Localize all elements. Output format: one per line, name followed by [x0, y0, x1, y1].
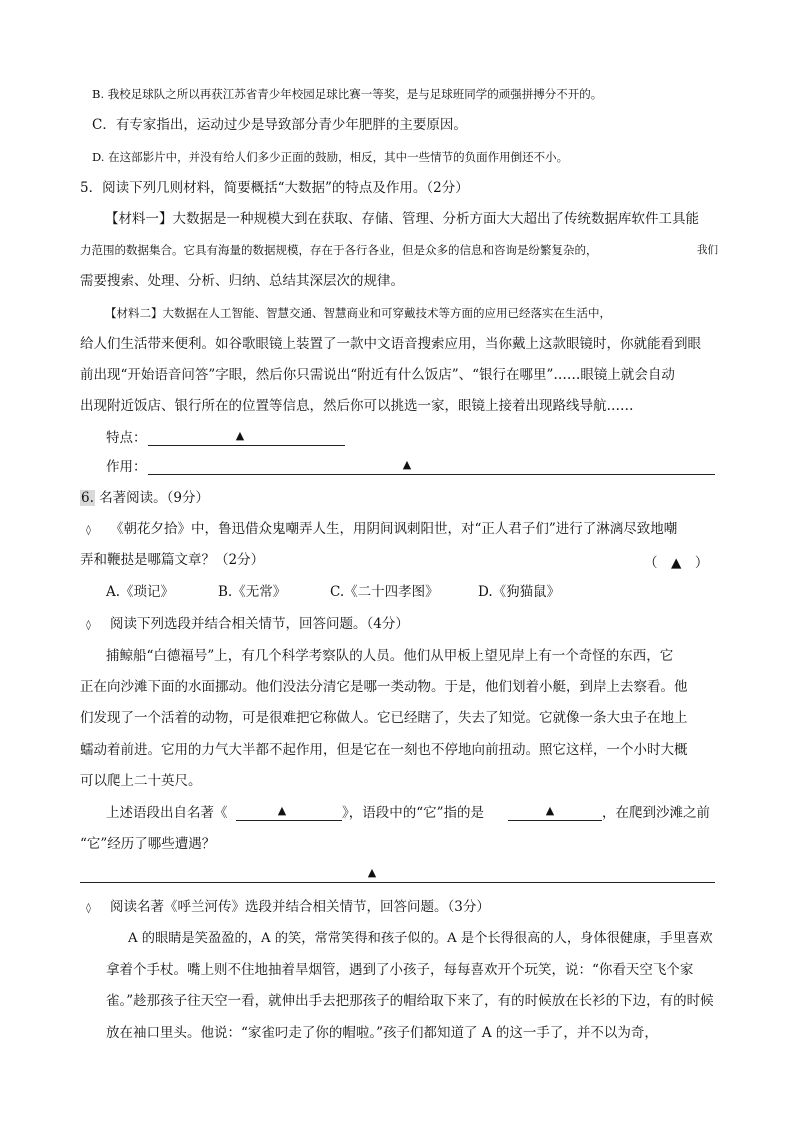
q5-prompt: 5．阅读下列几则材料，简要概括“大数据”的特点及作用。（2分）	[80, 180, 469, 196]
q6-sub2-it-mark: ▲	[545, 804, 555, 817]
q6-sub2-answer-line[interactable]	[80, 882, 715, 883]
q6-sub1-option-c: C.《二十四孝图》	[330, 584, 439, 600]
q5-use-label: 作用：	[106, 459, 147, 475]
q6-sub1-answer-blank[interactable]: （ ▲ ）	[644, 555, 709, 571]
q5-material2-line1: 【材料二】大数据在人工智能、智慧交通、智慧商业和可穿戴技术等方面的应用已经落实在生活中，	[105, 306, 611, 320]
q4-option-b: B. 我校足球队之所以再获江苏省青少年校园足球比赛一等奖，是与足球班同学的顽强拼搏分不开的。	[92, 87, 603, 101]
q6-sub2-para1: 捕鲸船“白德福号”上，有几个科学考察队的人员。他们从甲板上望见岸上有一个奇怪的东西，它	[106, 648, 674, 664]
q6-sub2-question-d: “它”经历了哪些遭遇？	[80, 836, 216, 852]
q6-sub1-line2: 弄和鞭挞是哪篇文章？（2分）	[80, 552, 265, 568]
q6-sub2-para4: 蠕动着前进。它用的力气大半都不起作用，但是它在一刻也不停地向前扭动。照它这样，一个小时大概	[80, 742, 688, 758]
bullet-icon: ◊	[86, 620, 91, 631]
q6-sub2-book-blank[interactable]	[236, 820, 342, 821]
q6-sub2-question-c: ，在爬到沙滩之前	[602, 805, 710, 821]
q6-number: 6.	[81, 490, 94, 506]
q6-sub2-answer-mark: ▲	[367, 866, 377, 879]
q6-sub3-para1: A 的眼睛是笑盈盈的，A 的笑，常常笑得和孩子似的。A 是个长得很高的人，身体很健康，手里喜欢	[128, 931, 713, 946]
q5-feature-mark: ▲	[235, 429, 245, 442]
bullet-icon: ◊	[86, 903, 91, 914]
q4-option-d: D. 在这部影片中，并没有给人们多少正面的鼓励，相反，其中一些情节的负面作用倒还不小。	[92, 150, 569, 164]
q6-title: 名著阅读。（9分）	[99, 490, 210, 506]
q5-feature-label: 特点：	[106, 430, 147, 446]
q6-sub2-question-a: 上述语段出自名著《	[106, 805, 228, 821]
q6-sub2-prompt-text: 阅读下列选段并结合相关情节，回答问题。（4分）	[110, 616, 409, 632]
q5-material1-line3: 需要搜索、处理、分析、归纳、总结其深层次的规律。	[80, 273, 404, 289]
q6-heading	[80, 488, 209, 508]
bullet-icon: ◊	[86, 525, 91, 536]
q6-sub2-para3: 们发现了一个活着的动物，可是很难把它称做人。它已经瞎了，失去了知觉。它就像一条大虫子在地上	[80, 710, 688, 726]
q6-sub1-line1	[86, 519, 677, 541]
q5-material2-line3: 前出现“开始语音问答”字眼，然后你只需说出“附近有什么饭店”、“银行在哪里”……眼镜上就会自动	[80, 367, 675, 383]
q6-sub2-book-mark: ▲	[277, 804, 287, 817]
q6-sub1-option-b: B.《无常》	[218, 584, 287, 600]
q5-use-mark: ▲	[402, 458, 412, 471]
q5-material2-line2: 给人们生活带来便利。如谷歌眼镜上装置了一款中文语音搜索应用，当你戴上这款眼镜时，你就能看到眼	[80, 336, 701, 352]
q6-sub3-prompt-text: 阅读名著《呼兰河传》选段并结合相关情节，回答问题。（3分）	[110, 899, 490, 915]
q5-material1-line2-end: 我们	[697, 244, 718, 256]
q5-material1-line1: 【材料一】大数据是一种规模大到在获取、存储、管理、分析方面大大超出了传统数据库软件工具能	[105, 211, 699, 227]
q6-sub1-option-d: D.《狗猫鼠》	[478, 584, 561, 600]
q6-sub3-para4: 放在袖口里头。他说：“家雀叼走了你的帽啦。”孩子们都知道了 A 的这一手了，并不以为奇，	[106, 1025, 658, 1041]
q6-sub2-prompt	[86, 614, 409, 636]
q6-sub1-text1: 《朝花夕拾》中，鲁迅借众鬼嘲弄人生，用阴间讽刺阳世，对“正人君子们”进行了淋漓尽致地嘲	[110, 521, 678, 537]
q5-use-answer-line[interactable]	[148, 474, 715, 475]
q6-sub2-para2: 正在向沙滩下面的水面挪动。他们没法分清它是哪一类动物。于是，他们划着小艇，到岸上去察看。他	[80, 679, 688, 695]
q6-sub2-para5: 可以爬上二十英尺。	[80, 773, 202, 789]
q6-sub3-prompt	[86, 897, 490, 919]
q5-material1-line2: 力范围的数据集合。它具有海量的数据规模，存在于各行各业，但是众多的信息和咨询是纷繁复杂的，	[80, 243, 598, 257]
q6-sub3-para2: 拿着个手杖。嘴上则不住地抽着旱烟管，遇到了小孩子，每每喜欢开个玩笑，说：“你看天空飞个家	[106, 962, 694, 978]
q6-sub1-option-a: A.《琐记》	[106, 584, 175, 600]
q6-sub3-para3: 雀。”趁那孩子往天空一看，就伸出手去把那孩子的帽给取下来了，有的时候放在长衫的下边，有的时候	[106, 993, 714, 1009]
q6-sub2-question-b: 》，语段中的“它”指的是	[342, 805, 485, 821]
q5-feature-answer-line[interactable]	[148, 445, 345, 446]
q4-option-c: C．有专家指出，运动过少是导致部分青少年肥胖的主要原因。	[92, 117, 467, 133]
q6-sub2-it-blank[interactable]	[508, 820, 602, 821]
q5-material2-line4: 出现附近饭店、银行所在的位置等信息，然后你可以挑选一家，眼镜上接着出现路线导航……	[80, 398, 634, 414]
